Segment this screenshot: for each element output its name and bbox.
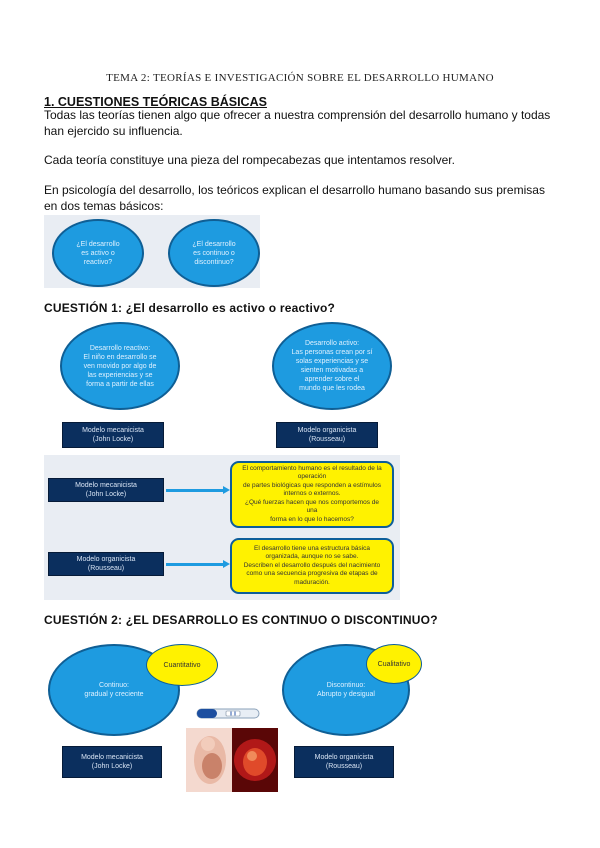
- tag-cuantitativo: Cuantitativo: [146, 644, 218, 686]
- ellipse-continuous: Continuo: gradual y creciente: [48, 644, 180, 736]
- paragraph-3: En psicología del desarrollo, los teóricos explican el desarrollo humano basando sus premisas en dos temas básicos:: [44, 183, 545, 213]
- row1-box-mecanicista: Modelo mecanicista (John Locke): [48, 478, 164, 502]
- paragraph-1: Todas las teorías tienen algo que ofrecer a nuestra comprensión del desarrollo humano y todas han ejercido su influencia.: [44, 108, 551, 138]
- box-organicista: Modelo organicista (Rousseau): [276, 422, 378, 448]
- box-mecanicista: Modelo mecanicista (John Locke): [62, 422, 164, 448]
- ellipse-active: Desarrollo activo: Las personas crean por sí solas experiencias y se sienten motivadas a aprender sobre el mundo que les rodea: [272, 322, 392, 410]
- row2-box-organicista: Modelo organicista (Rousseau): [48, 552, 164, 576]
- tag-cualitativo: Cualitativo: [366, 644, 422, 684]
- document-header: TEMA 2: TEORÍAS E INVESTIGACIÓN SOBRE EL DESARROLLO HUMANO: [106, 72, 494, 84]
- ellipse-discontinuous: Discontinuo: Abrupto y desigual: [282, 644, 410, 736]
- embryo-illustration-icon: [186, 728, 278, 792]
- arrow-right-icon: [166, 563, 224, 566]
- arrow-right-icon: [166, 489, 224, 492]
- bubble-continuous-discontinuous: ¿El desarrollo es continuo o discontinuo?: [168, 219, 260, 287]
- row1-description: El comportamiento humano es el resultado de la operación de partes biológicas que responden a estímulos internos o externos. ¿Qué fuerzas hacen que nos comportemos de una forma en lo que lo hacemos?: [230, 461, 394, 528]
- section-title: 1. CUESTIONES TEÓRICAS BÁSICAS: [44, 95, 267, 109]
- row2-description: El desarrollo tiene una estructura básica organizada, aunque no se sabe. Describen el desarrollo después del nacimiento como una secuencia progresiva de etapas de maduración.: [230, 538, 394, 594]
- pregnancy-test-icon: [196, 704, 262, 722]
- cuestion-1-title: CUESTIÓN 1: ¿El desarrollo es activo o reactivo?: [44, 301, 336, 315]
- ellipse-reactive: Desarrollo reactivo: El niño en desarrollo se ven movido por algo de las experiencias y se forma a partir de ellas: [60, 322, 180, 410]
- box-mecanicista-2: Modelo mecanicista (John Locke): [62, 746, 162, 778]
- box-organicista-2: Modelo organicista (Rousseau): [294, 746, 394, 778]
- bubble-active-reactive: ¿El desarrollo es activo o reactivo?: [52, 219, 144, 287]
- cuestion-2-title: CUESTIÓN 2: ¿EL DESARROLLO ES CONTINUO O DISCONTINUO?: [44, 613, 438, 627]
- paragraph-2: Cada teoría constituye una pieza del rompecabezas que intentamos resolver.: [44, 153, 455, 167]
